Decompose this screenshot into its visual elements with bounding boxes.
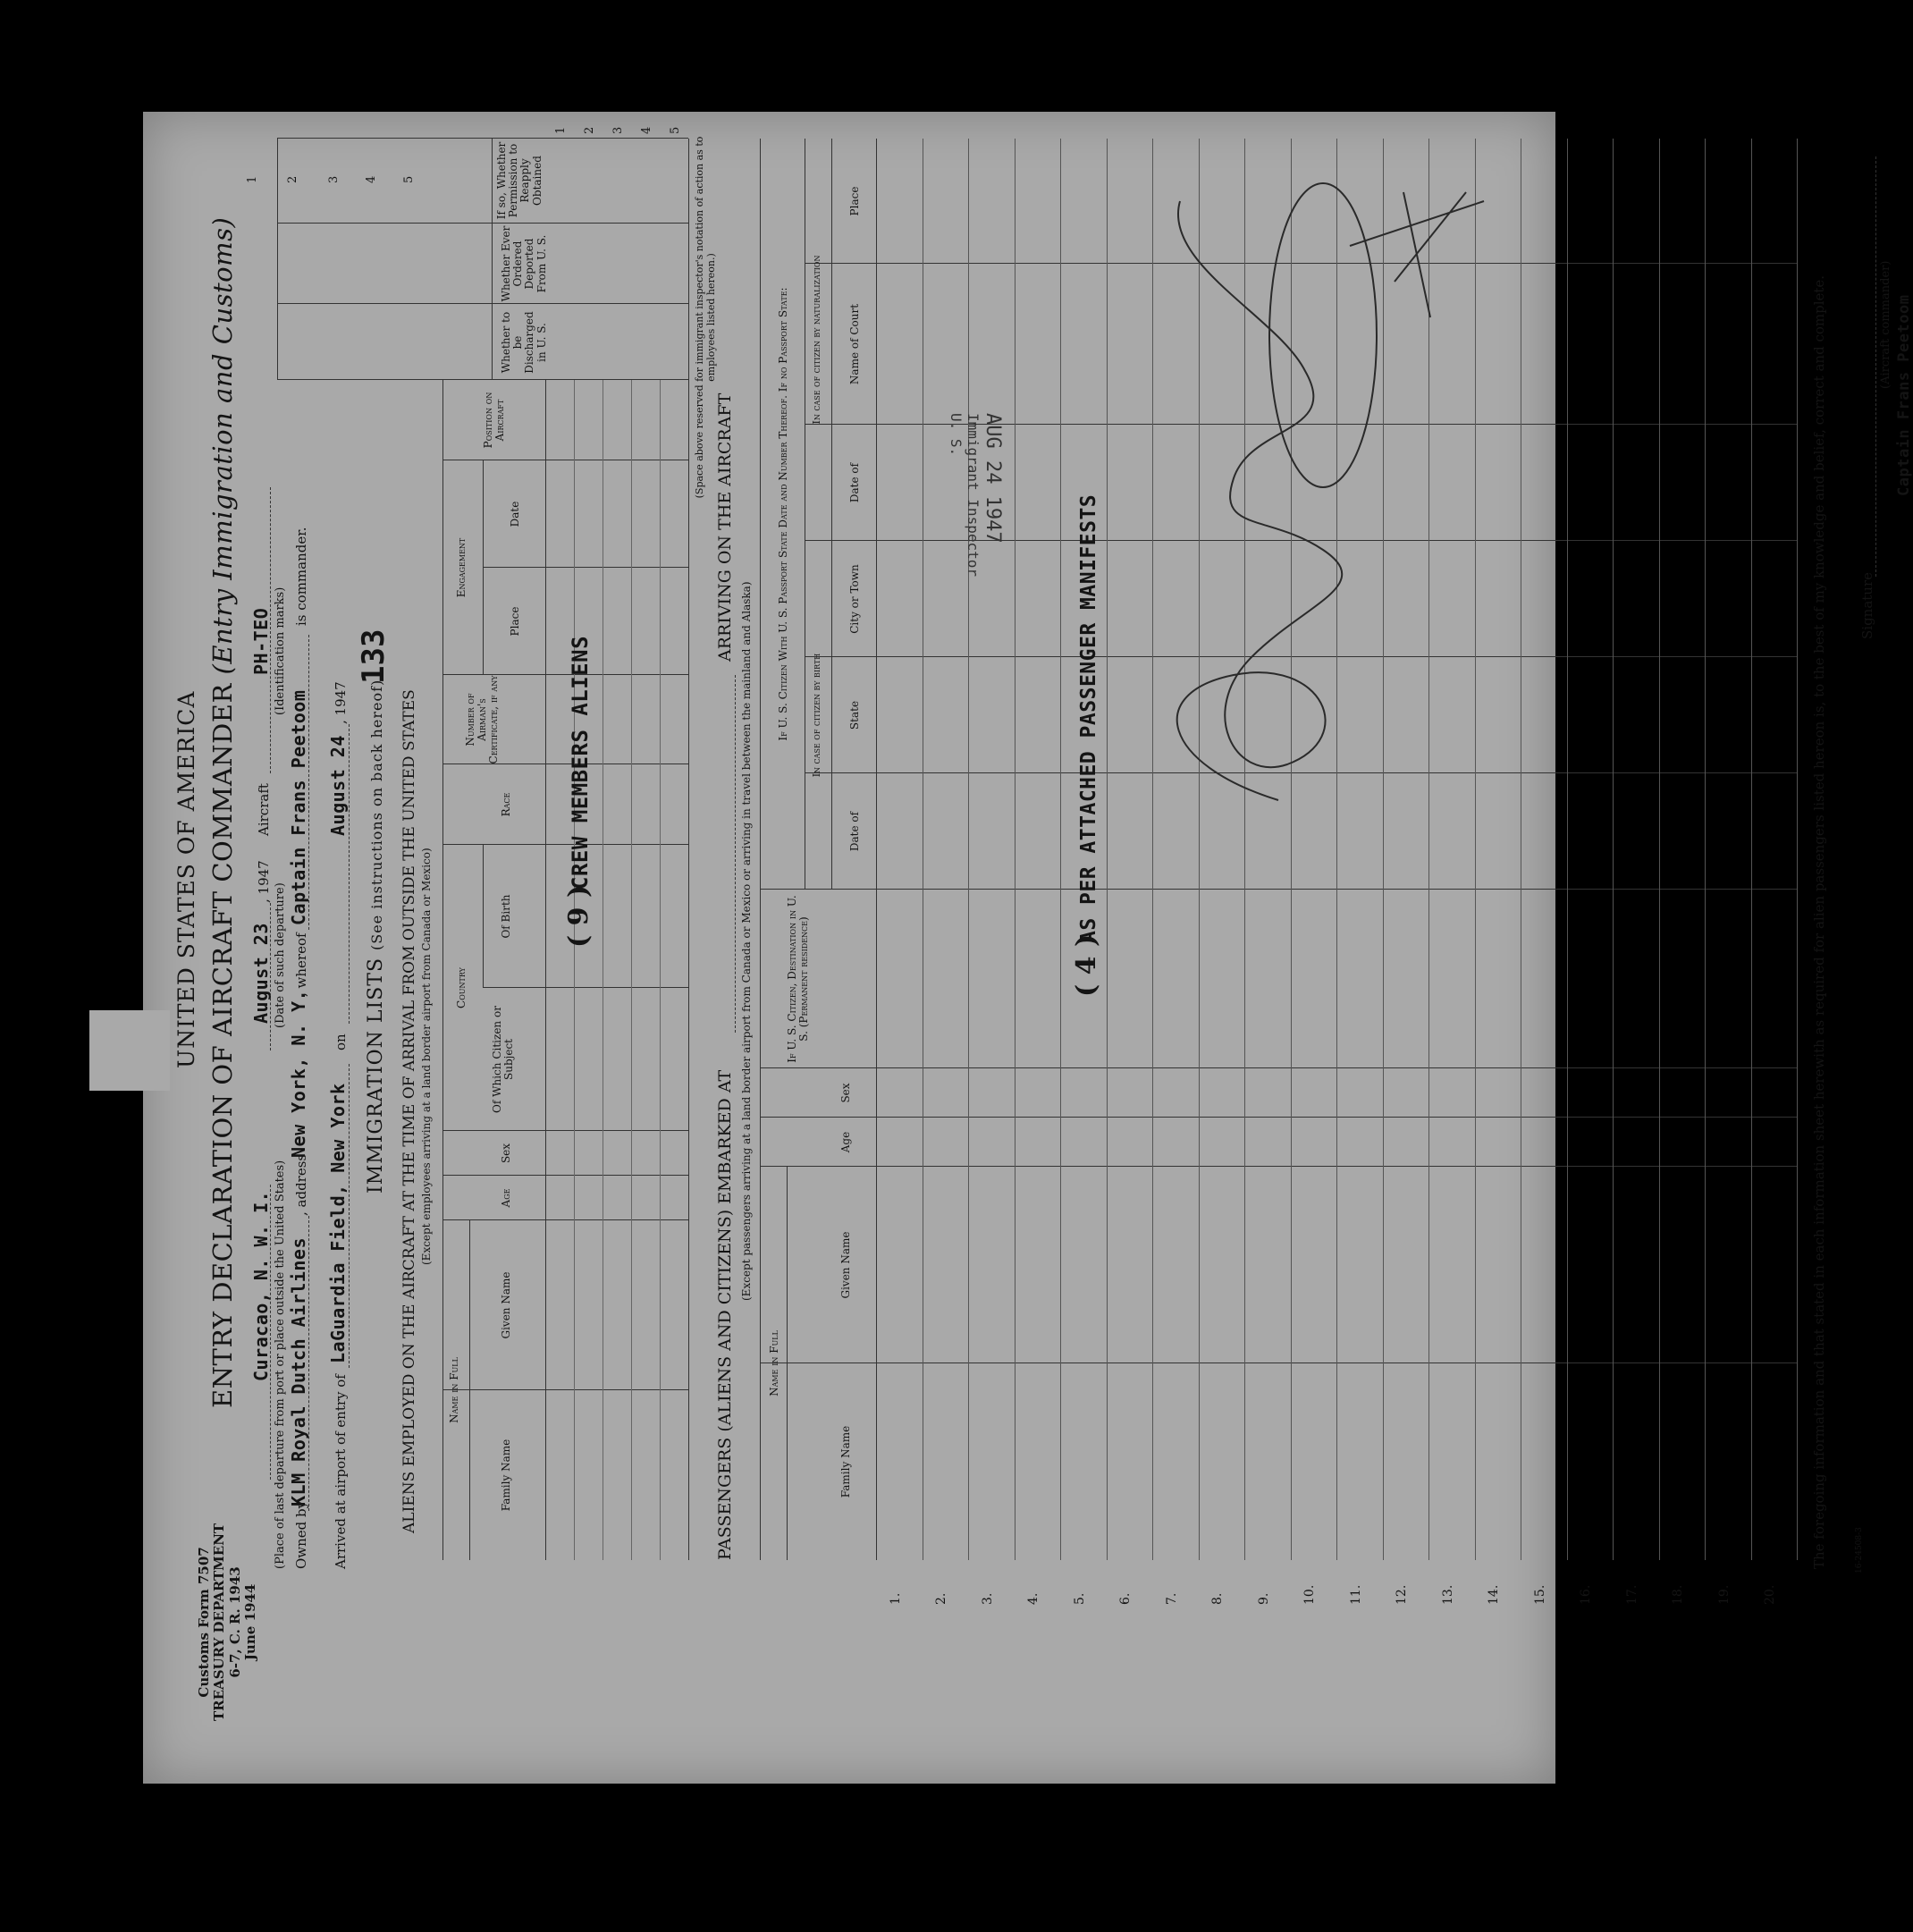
passenger-row-number: 7. — [1164, 1592, 1179, 1605]
stamp-title: Immigrant Inspector — [965, 412, 982, 577]
col-sex: Sex — [500, 1143, 512, 1164]
form-number: Customs Form 7507 — [196, 1547, 212, 1698]
pcol-family-name: Family Name — [839, 1425, 852, 1498]
page-number: 133 — [356, 629, 392, 684]
passenger-count: ( 4 ) — [1071, 933, 1102, 997]
is-commander-label: is commander. — [293, 527, 309, 626]
col-eng-place: Place — [509, 606, 521, 637]
immigration-title-text: IMMIGRATION LISTS — [365, 957, 387, 1194]
pcol-destination: If U. S. Citizen, Destination in U. S. (Permanent residence) — [786, 895, 811, 1063]
line-num-5: 5 — [402, 175, 416, 183]
col-race: Race — [500, 792, 512, 817]
passenger-row-number: 4. — [1026, 1592, 1041, 1605]
passenger-row-number: 15. — [1532, 1584, 1547, 1605]
passenger-row-number: 10. — [1302, 1584, 1317, 1605]
col-position: Position on Aircraft — [482, 392, 507, 449]
arrival-year: , 1947 — [333, 681, 349, 724]
col-deported: Whether Ever Ordered Deported From U. S. — [500, 225, 548, 302]
passenger-row-number: 2. — [934, 1592, 948, 1605]
line-num-4: 4 — [365, 175, 378, 183]
line-num-3: 3 — [327, 175, 341, 183]
departure-place: Curacao, N. W. I. — [250, 1190, 272, 1381]
commander-signature-name: Captain Frans Peetoom — [1895, 294, 1913, 496]
passenger-row-number: 16. — [1579, 1584, 1593, 1605]
owner-address: New York, N. Y. — [288, 989, 309, 1158]
col-citizen-of: Of Which Citizen or Subject — [491, 1006, 516, 1113]
pcol-sex: Sex — [839, 1083, 852, 1103]
arrival-airport: LaGuardia Field, New York — [327, 1083, 349, 1363]
pcol-state: State — [848, 700, 861, 730]
passenger-row-number: 11. — [1348, 1584, 1363, 1605]
pcol-by-birth: In case of citizen by birth — [811, 653, 822, 778]
owner-label: Owned by — [293, 1500, 309, 1569]
passengers-heading-right: ARRIVING ON THE AIRCRAFT — [715, 392, 735, 662]
reserved-note: (Space above reserved for immigrant inspector's notation of action as to employees listed hereon.) — [694, 136, 717, 499]
passenger-row-number: 19. — [1716, 1584, 1732, 1605]
form-id — [197, 1523, 258, 1721]
pcol-place: Place — [848, 186, 861, 216]
handwritten-signature — [1055, 174, 1502, 818]
col-of-birth: Of Birth — [500, 894, 512, 939]
commander-name: Captain Frans Peetoom — [288, 689, 309, 925]
owner-value: KLM Royal Dutch Airlines — [288, 1237, 309, 1506]
col-given-name: Given Name — [500, 1271, 512, 1339]
aircraft-marks: PH-TEO — [250, 607, 272, 675]
print-code: 16-24508-3 — [1855, 1527, 1864, 1573]
departure-year: , 1947 — [256, 860, 272, 903]
country-title: UNITED STATES OF AMERICA — [173, 690, 199, 1068]
col-permission: If so, Whether Permission to Reapply Obtained — [495, 141, 544, 220]
col-airman-cert: Number of Airman's Certificate, if any — [464, 675, 501, 764]
alien-row-num-5: 5 — [669, 126, 682, 134]
aliens-sub: (Except employees arriving at a land border airport from Canada or Mexico) — [420, 848, 433, 1265]
pcol-age: Age — [839, 1131, 852, 1153]
passenger-row-number: 13. — [1440, 1584, 1455, 1605]
passenger-row-number: 17. — [1624, 1584, 1639, 1605]
stamp-us: U. S. — [948, 412, 965, 457]
pcol-given-name: Given Name — [839, 1231, 852, 1299]
line-num-1: 1 — [246, 175, 259, 183]
col-family-name: Family Name — [500, 1438, 512, 1512]
passenger-row-number: 8. — [1210, 1592, 1225, 1605]
col-country: Country — [455, 967, 468, 1008]
arrival-label: Arrived at airport of entry of — [333, 1374, 349, 1569]
aliens-heading: ALIENS EMPLOYED ON THE AIRCRAFT AT THE TIME OF ARRIVAL FROM OUTSIDE THE UNITED STATES — [400, 689, 418, 1533]
col-age: Age — [500, 1188, 512, 1208]
crew-entry: CREW MEMBERS ALIENS — [568, 635, 593, 890]
pcol-court: Name of Court — [848, 303, 861, 385]
paper-tab — [89, 1010, 170, 1091]
passenger-row-number: 1. — [888, 1592, 903, 1605]
inspector-stamp — [948, 413, 1004, 577]
arrival-date: August 24 — [327, 735, 349, 836]
form-title — [207, 217, 238, 1408]
passenger-row-number: 18. — [1671, 1584, 1685, 1605]
pcol-name-in-full: Name in Full — [768, 1330, 780, 1396]
passenger-row-number: 12. — [1395, 1584, 1409, 1605]
address-label: , address — [293, 1153, 309, 1216]
passenger-row-number: 3. — [980, 1592, 995, 1605]
entry-declaration-form — [161, 126, 1913, 1784]
passenger-row-number: 5. — [1072, 1592, 1087, 1605]
stamp-date: AUG 24 1947 — [982, 412, 1004, 544]
whereof-label: , whereof — [293, 932, 309, 997]
col-discharged: Whether to be Discharged in U. S. — [500, 311, 548, 374]
col-name-in-full: Name in Full — [448, 1357, 460, 1423]
pcol-date-of: Date of — [848, 811, 861, 852]
alien-row-num-2: 2 — [583, 126, 596, 134]
passenger-entry: AS PER ATTACHED PASSENGER MANIFESTS — [1077, 494, 1100, 943]
passengers-sub: (Except passengers arriving at a land border airport from Canada or Mexico or arriving in travel between the mainland and Alaska) — [740, 581, 753, 1301]
departure-place-label: (Place of last departure from port or place outside the United States) — [274, 1160, 287, 1569]
arrival-on-label: on — [333, 1033, 349, 1050]
immigration-title — [365, 679, 387, 1194]
alien-row-num-3: 3 — [611, 126, 625, 134]
col-engagement: Engagement — [455, 537, 468, 598]
pcol-by-naturalization: In case of citizen by naturalization — [811, 255, 822, 425]
department: TREASURY DEPARTMENT — [211, 1523, 228, 1721]
form-date: June 1944 — [241, 1583, 258, 1661]
col-eng-date: Date — [509, 501, 521, 527]
passenger-row-number: 9. — [1256, 1592, 1271, 1605]
passenger-row-number: 20. — [1763, 1584, 1777, 1605]
pcol-citizen-info: If U. S. Citizen With U. S. Passport State Date and Number Thereof. If no Passport State: — [777, 287, 789, 741]
passenger-row-number: 14. — [1487, 1584, 1501, 1605]
declaration: The foregoing information and that stated in each information sheet herewith as required for alien passengers listed hereon is, to the best of my knowledge and belief, correct and complete. — [1811, 274, 1827, 1569]
regulation: 6-7, C. R. 1943 — [226, 1566, 243, 1678]
aircraft-label: Aircraft — [256, 783, 272, 836]
signature-label: Signature — [1859, 571, 1875, 639]
line-num-2: 2 — [286, 175, 299, 183]
title-paren: (Entry Immigration and Customs) — [207, 216, 238, 675]
pcol-date-of2: Date of — [848, 462, 861, 503]
passengers-heading: PASSENGERS (ALIENS AND CITIZENS) EMBARKED AT — [715, 1069, 735, 1560]
pcol-city: City or Town — [848, 564, 861, 634]
aircraft-marks-label: (Identification marks) — [274, 586, 287, 715]
commander-label: (Aircraft commander) — [1879, 260, 1892, 389]
passenger-row-number: 6. — [1118, 1592, 1133, 1605]
title-main: ENTRY DECLARATION OF AIRCRAFT COMMANDER — [207, 683, 238, 1408]
alien-row-num-4: 4 — [640, 126, 653, 134]
alien-row-num-1: 1 — [554, 126, 568, 134]
departure-date: August 23 — [250, 923, 272, 1024]
departure-date-label: (Date of such departure) — [274, 882, 287, 1028]
crew-count: ( 9 ) — [563, 884, 594, 948]
immigration-title-sub: (See instructions on back hereof) — [368, 679, 385, 950]
